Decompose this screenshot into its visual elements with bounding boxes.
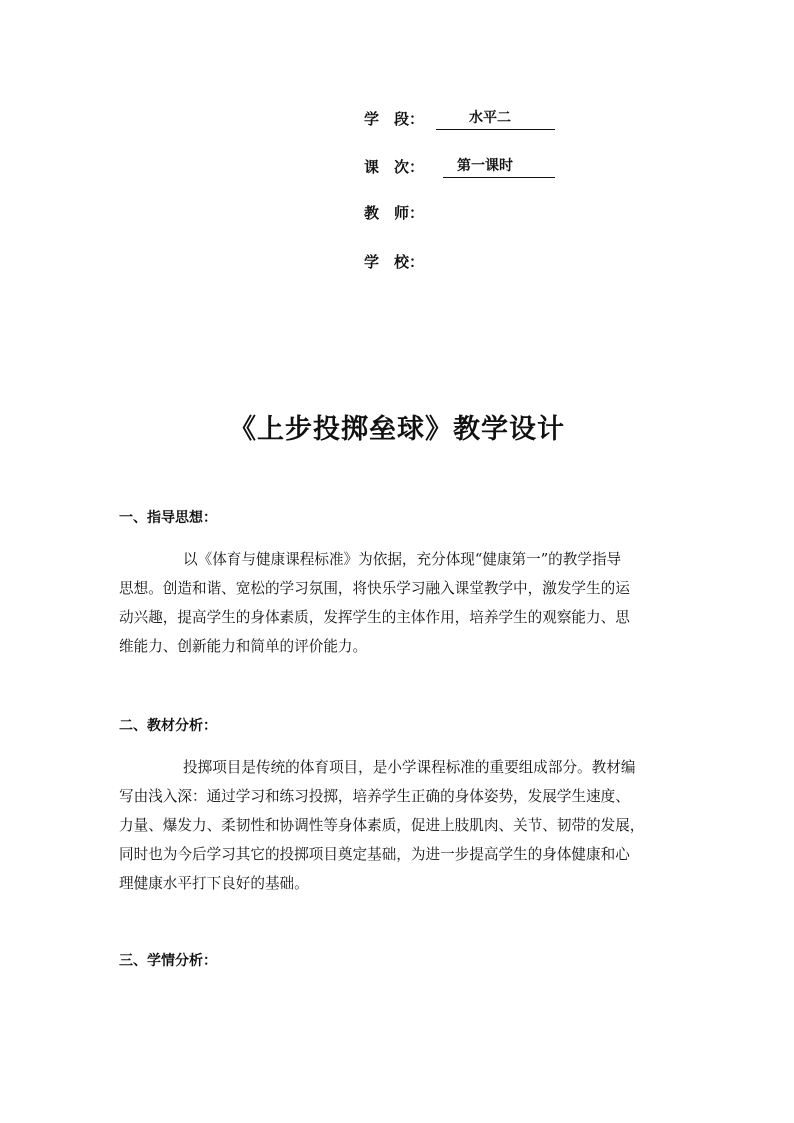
section-heading-material-analysis: 二、教材分析：: [119, 718, 217, 734]
paragraph-line: 同时也为今后学习其它的投掷项目奠定基础，为进一步提高学生的身体健康和心: [119, 846, 630, 863]
teacher-label: 教 师：: [364, 204, 425, 222]
lesson-row: [364, 155, 513, 179]
paragraph-line: 以《体育与健康课程标准》为依据，充分体现“健康第一”的教学指导: [183, 551, 622, 568]
paragraph-line: 思想。创造和谐、宽松的学习氛围，将快乐学习融入课堂教学中，激发学生的运: [119, 580, 630, 597]
paragraph-line: 理健康水平打下良好的基础。: [119, 875, 309, 892]
paragraph-line: 动兴趣，提高学生的身体素质，发挥学生的主体作用，培养学生的观察能力、思: [119, 609, 630, 626]
stage-value: 水平二: [436, 107, 555, 130]
school-label: 学 校：: [364, 253, 425, 271]
lesson-value: 第一课时: [443, 155, 555, 178]
lesson-label: 课 次：: [364, 158, 425, 176]
teacher-row: [364, 201, 430, 225]
stage-row: [364, 107, 511, 131]
paragraph-line: 力量、爆发力、柔韧性和协调性等身体素质，促进上肢肌肉、关节、韧带的发展，: [119, 817, 645, 834]
paragraph-line: 投掷项目是传统的体育项目，是小学课程标准的重要组成部分。教材编: [183, 759, 636, 776]
stage-label: 学 段：: [364, 110, 425, 128]
paragraph-line: 写由浅入深：通过学习和练习投掷，培养学生正确的身体姿势，发展学生速度、: [119, 788, 630, 805]
section-heading-student-analysis: 三、学情分析：: [119, 953, 217, 969]
school-row: [364, 250, 430, 274]
section-heading-guiding-thought: 一、指导思想：: [119, 510, 217, 526]
paragraph-line: 维能力、创新能力和简单的评价能力。: [119, 638, 368, 655]
document-title: 《上步投掷垒球》教学设计: [229, 414, 565, 445]
